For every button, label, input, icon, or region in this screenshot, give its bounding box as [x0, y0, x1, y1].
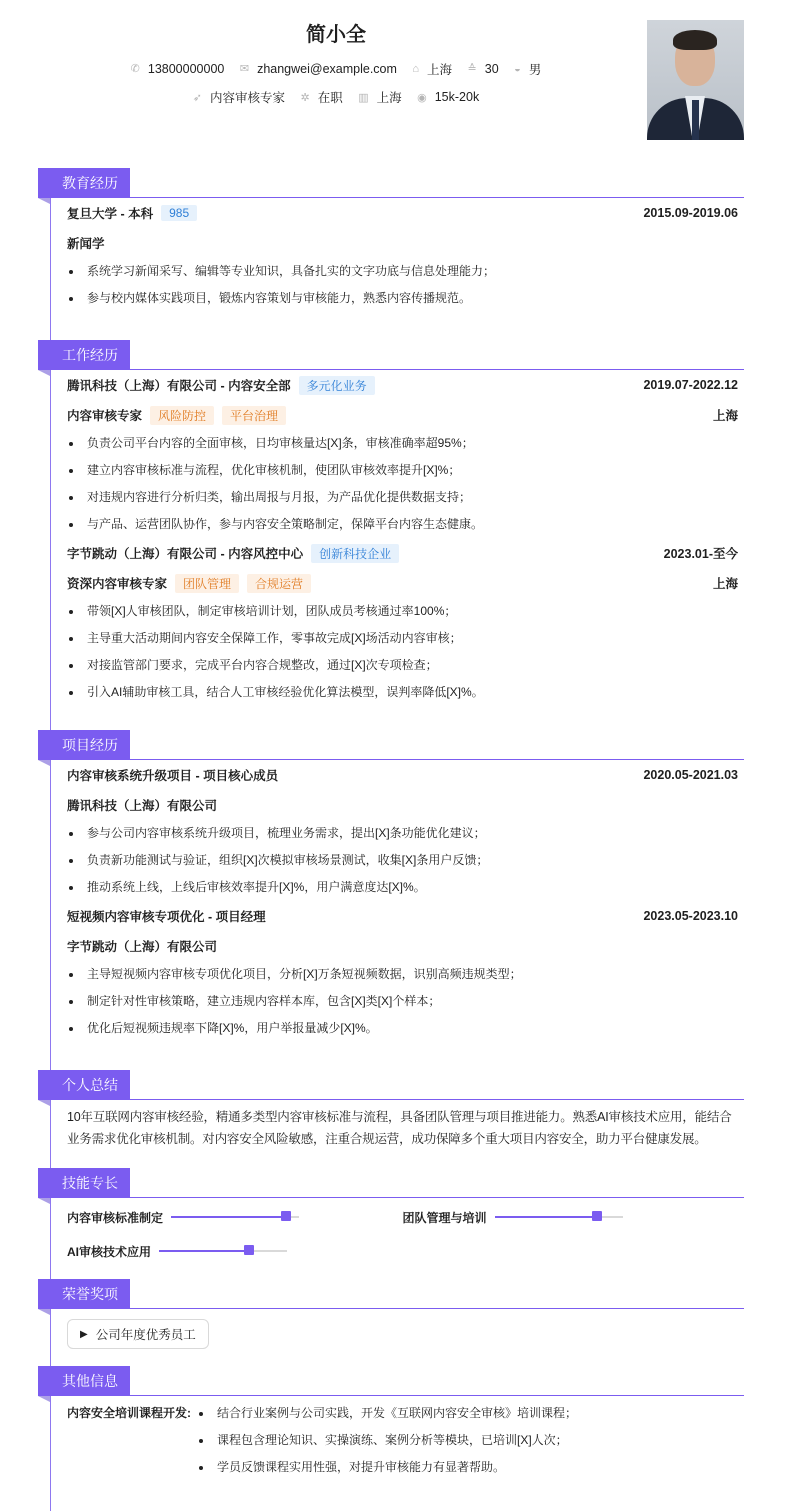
summary-section: [38, 1070, 744, 1150]
contact-info-row: [0, 60, 672, 78]
section-title: 项目经历: [38, 730, 130, 760]
skill-item: [67, 1234, 403, 1268]
list-item: 主导短视频内容审核专项优化项目，分析[X]万条短视频数据，识别高频违规类型；: [67, 961, 738, 988]
company: 腾讯科技（上海）有限公司 - 内容安全部: [67, 379, 291, 393]
company-tag: 创新科技企业: [311, 544, 399, 563]
project-title: 内容审核系统升级项目 - 项目核心成员: [67, 769, 279, 783]
list-item: 结合行业案例与公司实践，开发《互联网内容安全审核》培训课程；: [197, 1400, 738, 1427]
school: 复旦大学 - 本科: [67, 207, 154, 221]
email: zhangwei@example.com: [257, 61, 397, 76]
section-title: 荣誉奖项: [38, 1279, 130, 1309]
role-tag: 团队管理: [175, 574, 239, 593]
date: 2019.07-2022.12: [643, 378, 738, 392]
list-item: 带领[X]人审核团队，制定审核培训计划，团队成员考核通过率100%；: [67, 598, 738, 625]
gender: 男: [528, 63, 542, 77]
list-item: 参与公司内容审核系统升级项目，梳理业务需求，提出[X]条功能优化建议；: [67, 820, 738, 847]
section-title: 其他信息: [38, 1366, 130, 1396]
status-icon: ✲: [300, 91, 310, 104]
candidate-name: 简小全: [306, 24, 366, 46]
list-item: 优化后短视频违规率下降[X]%，用户举报量减少[X]%。: [67, 1015, 738, 1042]
major: 新闻学: [67, 237, 105, 251]
section-title: 工作经历: [38, 340, 130, 370]
section-title: 技能专长: [38, 1168, 130, 1198]
list-item: 对违规内容进行分析归类，输出周报与月报，为产品优化提供数据支持；: [67, 484, 738, 511]
role-tag: 合规运营: [247, 574, 311, 593]
list-item: 推动系统上线，上线后审核效率提升[X]%，用户满意度达[X]%。: [67, 874, 738, 901]
location: 上海: [712, 409, 738, 423]
skill-level-thumb: [281, 1211, 291, 1221]
skill-level-bar: [171, 1216, 299, 1218]
summary-text: 10年互联网内容审核经验，精通多类型内容审核标准与流程，具备团队管理与项目推进能力。熟悉AI审核技术应用，能结合业务需求优化审核机制。对内容安全风险敏感，注重合规运营，成功保障多个重大项目内容安全，助力平台健康发展。: [67, 1110, 732, 1146]
phone-icon: ✆: [130, 63, 140, 75]
section-title: 个人总结: [38, 1070, 130, 1100]
list-item: 主导重大活动期间内容安全保障工作，零事故完成[X]场活动内容审核；: [67, 625, 738, 652]
award-label: 公司年度优秀员工: [95, 1328, 196, 1342]
company-tag: 多元化业务: [299, 376, 375, 395]
building-icon: ▥: [358, 91, 369, 104]
project-org: 字节跳动（上海）有限公司: [67, 940, 218, 954]
skill-level-fill: [495, 1216, 597, 1218]
location: 上海: [427, 63, 453, 77]
resume-header: [0, 0, 794, 150]
list-item: 负责公司平台内容的全面审核，日均审核量达[X]条，审核准确率超95%；: [67, 430, 738, 457]
work-section: [38, 340, 744, 706]
city: 上海: [376, 91, 402, 105]
role: 资深内容审核专家: [67, 577, 168, 591]
skill-level-fill: [159, 1250, 249, 1252]
job-intent-row: [0, 88, 672, 106]
skill-name: 内容审核标准制定: [67, 1210, 164, 1225]
list-item: 系统学习新闻采写、编辑等专业知识，具备扎实的文字功底与信息处理能力；: [67, 258, 738, 285]
list-item: 课程包含理论知识、实操演练、案例分析等模块，已培训[X]人次；: [197, 1427, 738, 1454]
skill-level-thumb: [592, 1211, 602, 1221]
company: 字节跳动（上海）有限公司 - 内容风控中心: [67, 547, 304, 561]
list-item: 对接监管部门要求，完成平台内容合规整改，通过[X]次专项检查；: [67, 652, 738, 679]
resume-body: [38, 168, 744, 1481]
triangle-right-icon: ▶: [80, 1328, 88, 1340]
salary: 15k-20k: [434, 90, 480, 104]
section-title: 教育经历: [38, 168, 130, 198]
phone: 13800000000: [147, 61, 225, 76]
profile-photo: [647, 20, 744, 140]
age: 30: [484, 61, 499, 76]
award-item[interactable]: [67, 1319, 209, 1349]
skill-level-thumb: [244, 1245, 254, 1255]
home-icon: ⌂: [412, 63, 420, 75]
education-section: [38, 168, 744, 312]
skill-name: AI审核技术应用: [67, 1244, 152, 1259]
date: 2023.05-2023.10: [643, 909, 738, 923]
projects-section: [38, 730, 744, 1042]
date: 2023.01-至今: [663, 547, 738, 561]
list-item: 参与校内媒体实践项目，锻炼内容策划与审核能力，熟悉内容传播规范。: [67, 285, 738, 312]
skill-name: 团队管理与培训: [402, 1210, 487, 1225]
project-title: 短视频内容审核专项优化 - 项目经理: [67, 910, 266, 924]
position: 内容审核专家: [210, 91, 286, 105]
skill-level-fill: [171, 1216, 286, 1218]
send-icon: ➶: [192, 91, 202, 104]
role-tag: 风险防控: [150, 406, 214, 425]
skill-level-bar: [159, 1250, 287, 1252]
other-section: [38, 1366, 744, 1481]
skill-level-bar: [495, 1216, 623, 1218]
status: 在职: [317, 91, 343, 105]
list-item: 与产品、运营团队协作，参与内容安全策略制定，保障平台内容生态健康。: [67, 511, 738, 538]
age-icon: ≙: [467, 63, 477, 75]
mail-icon: ✉: [239, 63, 250, 75]
list-item: 学员反馈课程实用性强，对提升审核能力有显著帮助。: [197, 1454, 738, 1481]
other-label: 内容安全培训课程开发:: [67, 1406, 191, 1420]
list-item: 引入AI辅助审核工具，结合人工审核经验优化算法模型，误判率降低[X]%。: [67, 679, 738, 706]
date: 2020.05-2021.03: [643, 768, 738, 782]
list-item: 建立内容审核标准与流程，优化审核机制，使团队审核效率提升[X]%；: [67, 457, 738, 484]
date: 2015.09-2019.06: [643, 206, 738, 220]
skills-list: [67, 1198, 738, 1268]
gender-icon: ◒: [514, 63, 521, 75]
salary-icon: ◉: [417, 91, 427, 104]
awards-section: [38, 1279, 744, 1349]
skills-section: [38, 1168, 744, 1268]
school-tag: 985: [161, 205, 197, 221]
project-org: 腾讯科技（上海）有限公司: [67, 799, 218, 813]
location: 上海: [712, 577, 738, 591]
skill-item: [67, 1200, 403, 1234]
role-tag: 平台治理: [222, 406, 286, 425]
skill-item: [403, 1200, 739, 1234]
list-item: 负责新功能测试与验证，组织[X]次模拟审核场景测试，收集[X]条用户反馈；: [67, 847, 738, 874]
list-item: 制定针对性审核策略，建立违规内容样本库，包含[X]类[X]个样本；: [67, 988, 738, 1015]
role: 内容审核专家: [67, 409, 143, 423]
